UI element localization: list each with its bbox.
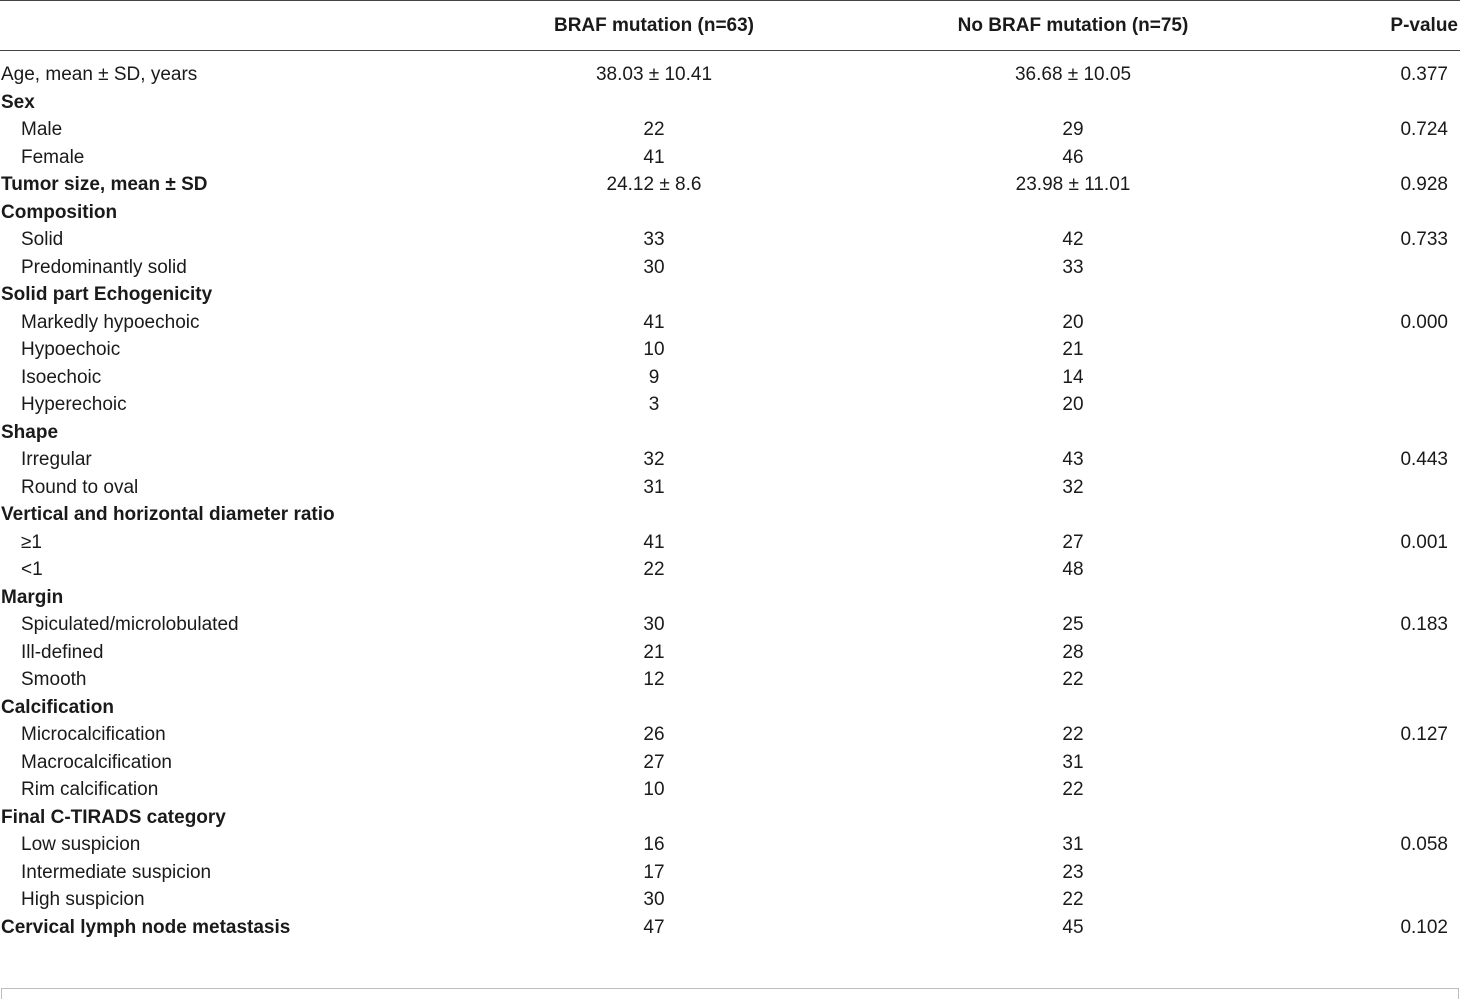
row-label: Intermediate suspicion [21,861,212,883]
braf-mutation-value: 41 [643,531,665,553]
row-label: Sex [1,91,35,113]
row-label: Smooth [21,669,87,690]
row-label: ≥1 [21,531,42,553]
table-section-row [0,90,1460,118]
table-row [0,640,1460,668]
no-braf-mutation-value: 31 [1062,751,1084,773]
table-row [0,777,1460,805]
braf-mutation-value: 30 [643,256,665,278]
table-section-row [0,420,1460,448]
table-row [0,62,1460,90]
braf-mutation-value: 38.03 ± 10.41 [595,64,713,85]
table-row [0,750,1460,778]
table-header-rule [0,50,1460,51]
row-label: High suspicion [21,889,145,910]
no-braf-mutation-value: 22 [1062,724,1084,745]
row-label: Age, mean ± SD, years [1,64,198,85]
header-braf-mutation: BRAF mutation (n=63) [553,15,755,36]
no-braf-mutation-value: 22 [1062,669,1084,690]
table-header-row [0,0,1460,50]
table-section-row [0,282,1460,310]
row-label: Female [21,146,85,168]
braf-mutation-value: 10 [643,339,665,360]
table-section-row [0,200,1460,228]
table-row [0,887,1460,915]
no-braf-mutation-value: 23 [1062,861,1084,883]
braf-mutation-value: 3 [648,394,660,415]
braf-mutation-value: 30 [643,614,665,635]
braf-mutation-value: 41 [643,146,665,168]
row-label: Isoechoic [21,366,102,388]
no-braf-mutation-value: 22 [1062,779,1084,800]
p-value: 0.377 [1400,64,1448,85]
no-braf-mutation-value: 36.68 ± 10.05 [1014,64,1132,85]
table-row [0,530,1460,558]
table-row [0,255,1460,283]
row-label: Composition [1,201,118,223]
no-braf-mutation-value: 43 [1062,449,1084,470]
table-row [0,832,1460,860]
table-row [0,117,1460,145]
table-row [0,860,1460,888]
braf-mutation-value: 21 [643,641,665,663]
table-row [0,365,1460,393]
table-row [0,557,1460,585]
row-label: Rim calcification [21,779,159,800]
table-section-row [0,172,1460,200]
row-label: Solid [21,229,64,250]
braf-mutation-value: 12 [643,669,665,690]
no-braf-mutation-value: 45 [1062,916,1084,938]
row-label: Round to oval [21,476,139,498]
table-row [0,447,1460,475]
p-value: 0.183 [1400,614,1448,635]
p-value: 0.127 [1400,724,1448,745]
no-braf-mutation-value: 25 [1062,614,1084,635]
row-label: Shape [1,421,59,443]
row-label: Hypoechoic [21,339,121,360]
row-label: Predominantly solid [21,256,187,278]
row-label: Male [21,119,63,140]
no-braf-mutation-value: 21 [1062,339,1084,360]
row-label: Margin [1,586,64,608]
table-row [0,392,1460,420]
table-row [0,337,1460,365]
row-label: Final C-TIRADS category [1,806,226,828]
table-section-row [0,915,1460,943]
p-value: 0.001 [1400,531,1448,553]
braf-mutation-value: 27 [643,751,665,773]
braf-mutation-value: 41 [643,311,665,333]
table-body [0,62,1460,942]
table-row [0,227,1460,255]
no-braf-mutation-value: 31 [1062,834,1084,855]
no-braf-mutation-value: 27 [1062,531,1084,553]
braf-mutation-value: 33 [643,229,665,250]
no-braf-mutation-value: 29 [1062,119,1084,140]
no-braf-mutation-value: 20 [1062,394,1084,415]
row-label: Solid part Echogenicity [1,284,213,305]
table-row [0,722,1460,750]
braf-mutation-value: 10 [643,779,665,800]
no-braf-mutation-value: 22 [1062,889,1084,910]
row-label: Tumor size, mean ± SD [1,174,208,195]
row-label: Irregular [21,449,92,470]
table-row [0,612,1460,640]
table-section-row [0,695,1460,723]
row-label: <1 [21,559,43,580]
braf-mutation-value: 31 [643,476,665,498]
row-label: Calcification [1,696,114,718]
row-label: Macrocalcification [21,751,172,773]
no-braf-mutation-value: 23.98 ± 11.01 [1015,174,1131,195]
table-row [0,145,1460,173]
braf-mutation-value: 32 [643,449,665,470]
row-label: Microcalcification [21,724,166,745]
no-braf-mutation-value: 48 [1062,559,1084,580]
no-braf-mutation-value: 42 [1062,229,1084,250]
row-label: Ill-defined [21,641,104,663]
braf-mutation-value: 22 [643,559,665,580]
no-braf-mutation-value: 33 [1062,256,1084,278]
no-braf-mutation-value: 46 [1062,146,1084,168]
row-label: Hyperechoic [21,394,127,415]
table-row [0,310,1460,338]
p-value: 0.058 [1400,834,1448,855]
braf-mutation-value: 9 [648,366,660,388]
braf-mutation-value: 30 [643,889,665,910]
braf-mutation-value: 17 [643,861,665,883]
table-section-row [0,502,1460,530]
table-row [0,667,1460,695]
row-label: Spiculated/microlobulated [21,614,239,635]
no-braf-mutation-value: 32 [1062,476,1084,498]
header-no-braf-mutation: No BRAF mutation (n=75) [957,15,1189,36]
row-label: Cervical lymph node metastasis [1,916,291,938]
p-value: 0.724 [1400,119,1448,140]
table-section-row [0,585,1460,613]
p-value: 0.102 [1400,916,1448,938]
braf-mutation-value: 16 [643,834,665,855]
p-value: 0.443 [1400,449,1448,470]
p-value: 0.000 [1400,311,1448,333]
row-label: Low suspicion [21,834,141,855]
no-braf-mutation-value: 20 [1062,311,1084,333]
braf-mutation-value: 22 [643,119,665,140]
table-row [0,475,1460,503]
no-braf-mutation-value: 14 [1062,366,1084,388]
row-label: Markedly hypoechoic [21,311,200,333]
braf-mutation-value: 26 [643,724,665,745]
table-section-row [0,805,1460,833]
no-braf-mutation-value: 28 [1062,641,1084,663]
braf-mutation-value: 24.12 ± 8.6 [606,174,702,195]
braf-mutation-value: 47 [643,916,665,938]
p-value: 0.928 [1400,174,1448,195]
header-p-value: P-value [1390,15,1458,36]
p-value: 0.733 [1400,229,1448,250]
row-label: Vertical and horizontal diameter ratio [1,504,335,525]
